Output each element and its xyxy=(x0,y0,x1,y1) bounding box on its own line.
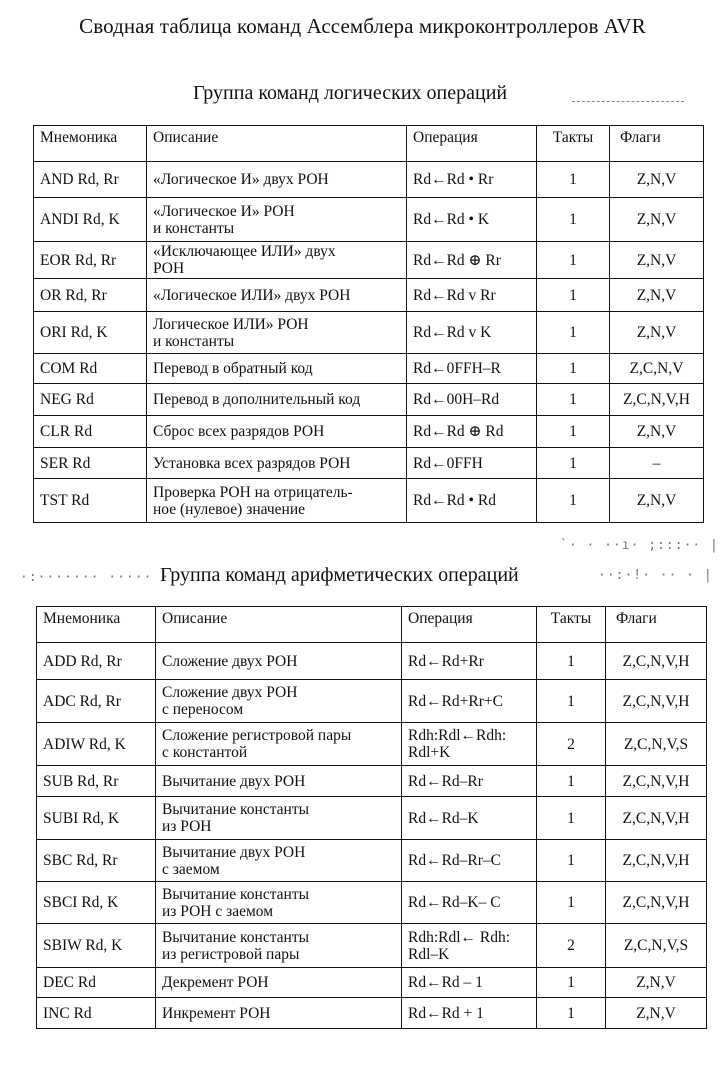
description-cell: Вычитание константы из РОН с заемом xyxy=(156,882,402,924)
mnemonic-cell: COM Rd xyxy=(34,354,147,384)
description-cell: Проверка РОН на отрицатель- ное (нулевое) значение xyxy=(147,479,407,523)
description-cell: Вычитание двух РОН с заемом xyxy=(156,840,402,882)
column-header-cycles: Такты xyxy=(537,126,610,162)
cycles-cell: 1 xyxy=(537,416,610,448)
operation-cell: Rd←0FFH xyxy=(407,448,537,479)
cycles-cell: 1 xyxy=(537,242,610,279)
description-cell: Вычитание константы из РОН xyxy=(156,797,402,840)
column-header-cycles: Такты xyxy=(537,607,606,643)
cycles-cell: 1 xyxy=(537,998,606,1029)
logic-commands-table xyxy=(33,125,704,523)
flags-cell: Z,N,V xyxy=(610,242,704,279)
flags-cell: Z,N,V xyxy=(610,416,704,448)
cycles-cell: 1 xyxy=(537,968,606,998)
flags-cell: Z,C,N,V,S xyxy=(606,924,707,968)
table-row xyxy=(37,766,707,797)
operation-cell: Rd←Rd v K xyxy=(407,312,537,354)
description-cell: Декремент РОН xyxy=(156,968,402,998)
column-header-description: Описание xyxy=(156,607,402,643)
operation-cell: Rdh:Rdl←Rdh: Rdl+K xyxy=(402,723,537,766)
scan-artifact-specks: `· · ··ı· ;:::·· | xyxy=(560,538,719,553)
table-header-row xyxy=(37,607,707,643)
mnemonic-cell: SUB Rd, Rr xyxy=(37,766,156,797)
description-cell: Сложение двух РОН с переносом xyxy=(156,680,402,723)
cycles-cell: 1 xyxy=(537,643,606,680)
mnemonic-cell: SER Rd xyxy=(34,448,147,479)
mnemonic-cell: ORI Rd, K xyxy=(34,312,147,354)
column-header-operation: Операция xyxy=(402,607,537,643)
flags-cell: Z,C,N,V,H xyxy=(610,384,704,416)
cycles-cell: 2 xyxy=(537,924,606,968)
table-header-row xyxy=(34,126,704,162)
operation-cell: Rd←Rd • K xyxy=(407,198,537,242)
column-header-flags: Флаги xyxy=(606,607,707,643)
column-header-description: Описание xyxy=(147,126,407,162)
operation-cell: Rd←00H–Rd xyxy=(407,384,537,416)
operation-cell: Rd←Rd – 1 xyxy=(402,968,537,998)
flags-cell: Z,C,N,V,H xyxy=(606,766,707,797)
cycles-cell: 1 xyxy=(537,479,610,523)
description-cell: «Логическое И» РОН и константы xyxy=(147,198,407,242)
table-row xyxy=(34,384,704,416)
cycles-cell: 1 xyxy=(537,279,610,312)
table-row xyxy=(37,840,707,882)
operation-cell: Rd←Rd ⊕ Rd xyxy=(407,416,537,448)
mnemonic-cell: ANDI Rd, K xyxy=(34,198,147,242)
table-row xyxy=(34,242,704,279)
mnemonic-cell: OR Rd, Rr xyxy=(34,279,147,312)
operation-cell: Rd←Rd+Rr+C xyxy=(402,680,537,723)
operation-cell: Rd←Rd–K– C xyxy=(402,882,537,924)
description-cell: «Исключающее ИЛИ» двух РОН xyxy=(147,242,407,279)
description-cell: Инкремент РОН xyxy=(156,998,402,1029)
description-cell: Установка всех разрядов РОН xyxy=(147,448,407,479)
flags-cell: Z,N,V xyxy=(610,479,704,523)
operation-cell: Rd←0FFH–R xyxy=(407,354,537,384)
flags-cell: Z,N,V xyxy=(610,279,704,312)
table-row xyxy=(34,198,704,242)
cycles-cell: 1 xyxy=(537,384,610,416)
mnemonic-cell: SBCI Rd, K xyxy=(37,882,156,924)
flags-cell: Z,N,V xyxy=(610,162,704,198)
column-header-flags: Флаги xyxy=(610,126,704,162)
operation-cell: Rdh:Rdl← Rdh: Rdl–K xyxy=(402,924,537,968)
description-cell: Перевод в дополнительный код xyxy=(147,384,407,416)
table-row xyxy=(37,968,707,998)
operation-cell: Rd←Rd + 1 xyxy=(402,998,537,1029)
cycles-cell: 1 xyxy=(537,448,610,479)
mnemonic-cell: EOR Rd, Rr xyxy=(34,242,147,279)
flags-cell: Z,N,V xyxy=(606,968,707,998)
mnemonic-cell: AND Rd, Rr xyxy=(34,162,147,198)
column-header-mnemonic: Мнемоника xyxy=(34,126,147,162)
table-row xyxy=(34,312,704,354)
cycles-cell: 1 xyxy=(537,312,610,354)
operation-cell: Rd←Rd–K xyxy=(402,797,537,840)
description-cell: Сброс всех разрядов РОН xyxy=(147,416,407,448)
flags-cell: Z,C,N,V,H xyxy=(606,643,707,680)
description-cell: Вычитание двух РОН xyxy=(156,766,402,797)
mnemonic-cell: NEG Rd xyxy=(34,384,147,416)
table-row xyxy=(37,723,707,766)
table-row xyxy=(34,448,704,479)
cycles-cell: 1 xyxy=(537,766,606,797)
column-header-operation: Операция xyxy=(407,126,537,162)
description-cell: Перевод в обратный код xyxy=(147,354,407,384)
description-cell: Логическое ИЛИ» РОН и константы xyxy=(147,312,407,354)
mnemonic-cell: SBIW Rd, K xyxy=(37,924,156,968)
table-row xyxy=(34,354,704,384)
description-cell: Вычитание константы из регистровой пары xyxy=(156,924,402,968)
operation-cell: Rd←Rd • Rr xyxy=(407,162,537,198)
flags-cell: Z,N,V xyxy=(606,998,707,1029)
flags-cell: Z,C,N,V,H xyxy=(606,680,707,723)
flags-cell: Z,N,V xyxy=(610,198,704,242)
mnemonic-cell: DEC Rd xyxy=(37,968,156,998)
operation-cell: Rd←Rd • Rd xyxy=(407,479,537,523)
cycles-cell: 1 xyxy=(537,840,606,882)
flags-cell: Z,C,N,V,H xyxy=(606,797,707,840)
table-row xyxy=(37,924,707,968)
mnemonic-cell: TST Rd xyxy=(34,479,147,523)
mnemonic-cell: ADIW Rd, K xyxy=(37,723,156,766)
cycles-cell: 2 xyxy=(537,723,606,766)
mnemonic-cell: INC Rd xyxy=(37,998,156,1029)
flags-cell: Z,C,N,V xyxy=(610,354,704,384)
cycles-cell: 1 xyxy=(537,882,606,924)
table-row xyxy=(34,479,704,523)
mnemonic-cell: SUBI Rd, K xyxy=(37,797,156,840)
operation-cell: Rd←Rd–Rr–C xyxy=(402,840,537,882)
cycles-cell: 1 xyxy=(537,680,606,723)
description-cell: Сложение двух РОН xyxy=(156,643,402,680)
operation-cell: Rd←Rd ⊕ Rr xyxy=(407,242,537,279)
table-row xyxy=(37,882,707,924)
cycles-cell: 1 xyxy=(537,354,610,384)
mnemonic-cell: SBC Rd, Rr xyxy=(37,840,156,882)
cycles-cell: 1 xyxy=(537,797,606,840)
column-header-mnemonic: Мнемоника xyxy=(37,607,156,643)
mnemonic-cell: ADD Rd, Rr xyxy=(37,643,156,680)
flags-cell: Z,C,N,V,H xyxy=(606,882,707,924)
flags-cell: Z,C,N,V,S xyxy=(606,723,707,766)
table-row xyxy=(37,680,707,723)
operation-cell: Rd←Rd–Rr xyxy=(402,766,537,797)
mnemonic-cell: ADC Rd, Rr xyxy=(37,680,156,723)
cycles-cell: 1 xyxy=(537,198,610,242)
operation-cell: Rd←Rd+Rr xyxy=(402,643,537,680)
cycles-cell: 1 xyxy=(537,162,610,198)
table-row xyxy=(34,162,704,198)
arith-group-title: Группа команд арифметических операций xyxy=(160,564,519,586)
scan-artifact-specks: ··:·!· ·· · | xyxy=(598,568,713,583)
logic-group-title: Группа команд логических операций xyxy=(193,82,508,104)
description-cell: Сложение регистровой пары с константой xyxy=(156,723,402,766)
description-cell: «Логическое ИЛИ» двух РОН xyxy=(147,279,407,312)
flags-cell: – xyxy=(610,448,704,479)
document-title: Сводная таблица команд Ассемблера микроконтроллеров AVR xyxy=(79,14,646,38)
table-row xyxy=(37,998,707,1029)
table-row xyxy=(34,416,704,448)
flags-cell: Z,C,N,V,H xyxy=(606,840,707,882)
description-cell: «Логическое И» двух РОН xyxy=(147,162,407,198)
table-row xyxy=(34,279,704,312)
table-row xyxy=(37,643,707,680)
mnemonic-cell: CLR Rd xyxy=(34,416,147,448)
arith-commands-table xyxy=(36,606,707,1029)
operation-cell: Rd←Rd v Rr xyxy=(407,279,537,312)
scan-artifact-specks: ·:······· ····· · xyxy=(20,570,171,585)
scan-artifact-line xyxy=(572,101,684,102)
table-row xyxy=(37,797,707,840)
flags-cell: Z,N,V xyxy=(610,312,704,354)
